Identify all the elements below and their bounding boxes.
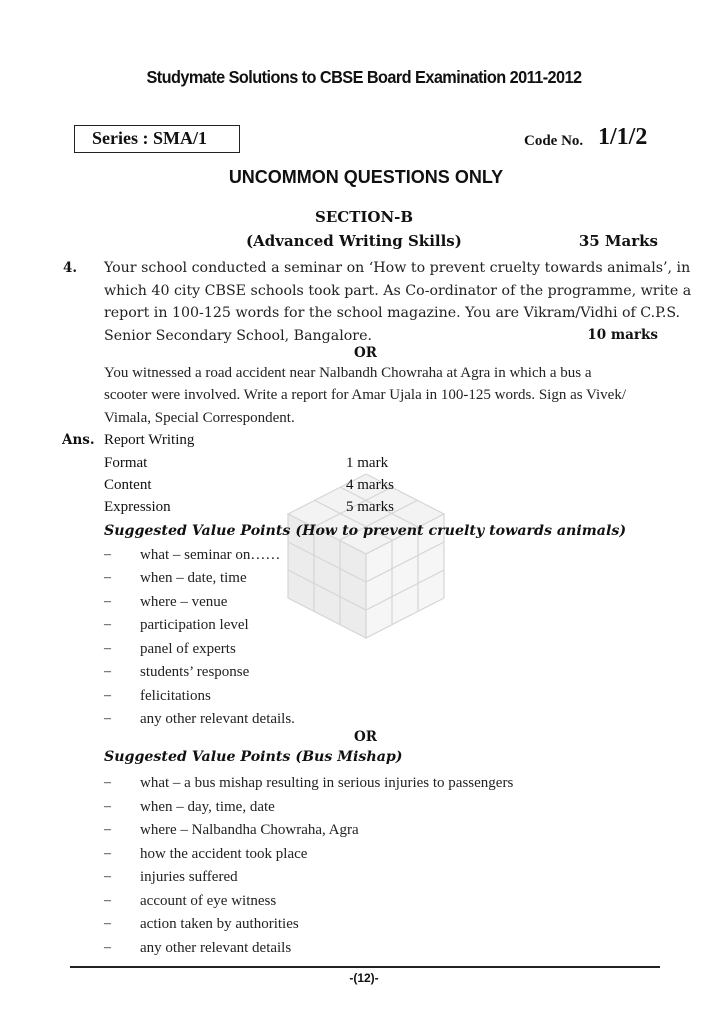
dash: – — [104, 869, 111, 884]
value-point: what – seminar on…… — [140, 547, 281, 563]
or-separator: OR — [354, 345, 377, 361]
code-label: Code No. — [524, 133, 584, 149]
question-alt-line: You witnessed a road accident near Nalbandh Chowraha at Agra in which a bus a — [104, 365, 592, 381]
value-point: where – venue — [140, 594, 228, 610]
dash: – — [104, 641, 111, 656]
value-point: participation level — [140, 617, 249, 633]
dash: – — [104, 570, 111, 585]
dash: – — [104, 547, 111, 562]
section-title: SECTION-B — [315, 208, 414, 226]
scheme-criterion: Format — [104, 455, 148, 471]
value-point: any other relevant details. — [140, 711, 295, 727]
footer-rule — [70, 966, 660, 968]
dash: – — [104, 916, 111, 931]
page-number: -(12)- — [349, 971, 379, 985]
value-points-heading: Suggested Value Points (Bus Mishap) — [104, 749, 403, 765]
value-point: action taken by authorities — [140, 916, 299, 932]
value-point: when – day, time, date — [140, 799, 275, 815]
question-alt-line: Vimala, Special Correspondent. — [104, 410, 295, 426]
scheme-criterion: Expression — [104, 499, 171, 515]
value-point: injuries suffered — [140, 869, 238, 885]
question-number: 4. — [63, 260, 78, 276]
value-point: students’ response — [140, 664, 250, 680]
or-separator: OR — [354, 729, 377, 745]
document-header-title: Studymate Solutions to CBSE Board Examination 2011-2012 — [146, 67, 582, 87]
code-value: 1/1/2 — [598, 124, 648, 150]
answer-label: Ans. — [62, 432, 95, 448]
dash: – — [104, 617, 111, 632]
question-line: Your school conducted a seminar on ‘How to prevent cruelty towards animals’, in — [104, 260, 691, 276]
dash: – — [104, 799, 111, 814]
dash: – — [104, 688, 111, 703]
value-point: any other relevant details — [140, 940, 292, 956]
dash: – — [104, 594, 111, 609]
question-marks: 10 marks — [587, 327, 658, 343]
value-point: panel of experts — [140, 641, 236, 657]
main-heading: UNCOMMON QUESTIONS ONLY — [228, 167, 504, 187]
question-line: Senior Secondary School, Bangalore. — [104, 328, 372, 344]
value-point: where – Nalbandha Chowraha, Agra — [140, 822, 359, 838]
dash: – — [104, 822, 111, 837]
dash: – — [104, 775, 111, 790]
answer-title: Report Writing — [104, 432, 195, 448]
value-points-heading: Suggested Value Points (How to prevent cruelty towards animals) — [104, 523, 627, 539]
scheme-marks: 1 mark — [346, 455, 389, 471]
value-point: what – a bus mishap resulting in serious injuries to passengers — [140, 775, 514, 791]
dash: – — [104, 940, 111, 955]
section-marks: 35 Marks — [578, 232, 658, 250]
dash: – — [104, 846, 111, 861]
scheme-marks: 5 marks — [346, 499, 394, 515]
value-point: felicitations — [140, 688, 211, 704]
scheme-marks: 4 marks — [346, 477, 394, 493]
question-alt-line: scooter were involved. Write a report for Amar Ujala in 100-125 words. Sign as Vivek/ — [104, 387, 626, 403]
dash: – — [104, 711, 111, 726]
question-line: report in 100-125 words for the school magazine. You are Vikram/Vidhi of C.P.S. — [104, 305, 681, 321]
value-point: when – date, time — [140, 570, 247, 586]
section-subtitle: (Advanced Writing Skills) — [246, 232, 462, 250]
scheme-criterion: Content — [104, 477, 152, 493]
series-label: Series : SMA/1 — [92, 128, 207, 148]
value-point: how the accident took place — [140, 846, 308, 862]
value-point: account of eye witness — [140, 893, 277, 909]
dash: – — [104, 893, 111, 908]
question-line: which 40 city CBSE schools took part. As Co-ordinator of the programme, write a — [104, 283, 692, 299]
dash: – — [104, 664, 111, 679]
